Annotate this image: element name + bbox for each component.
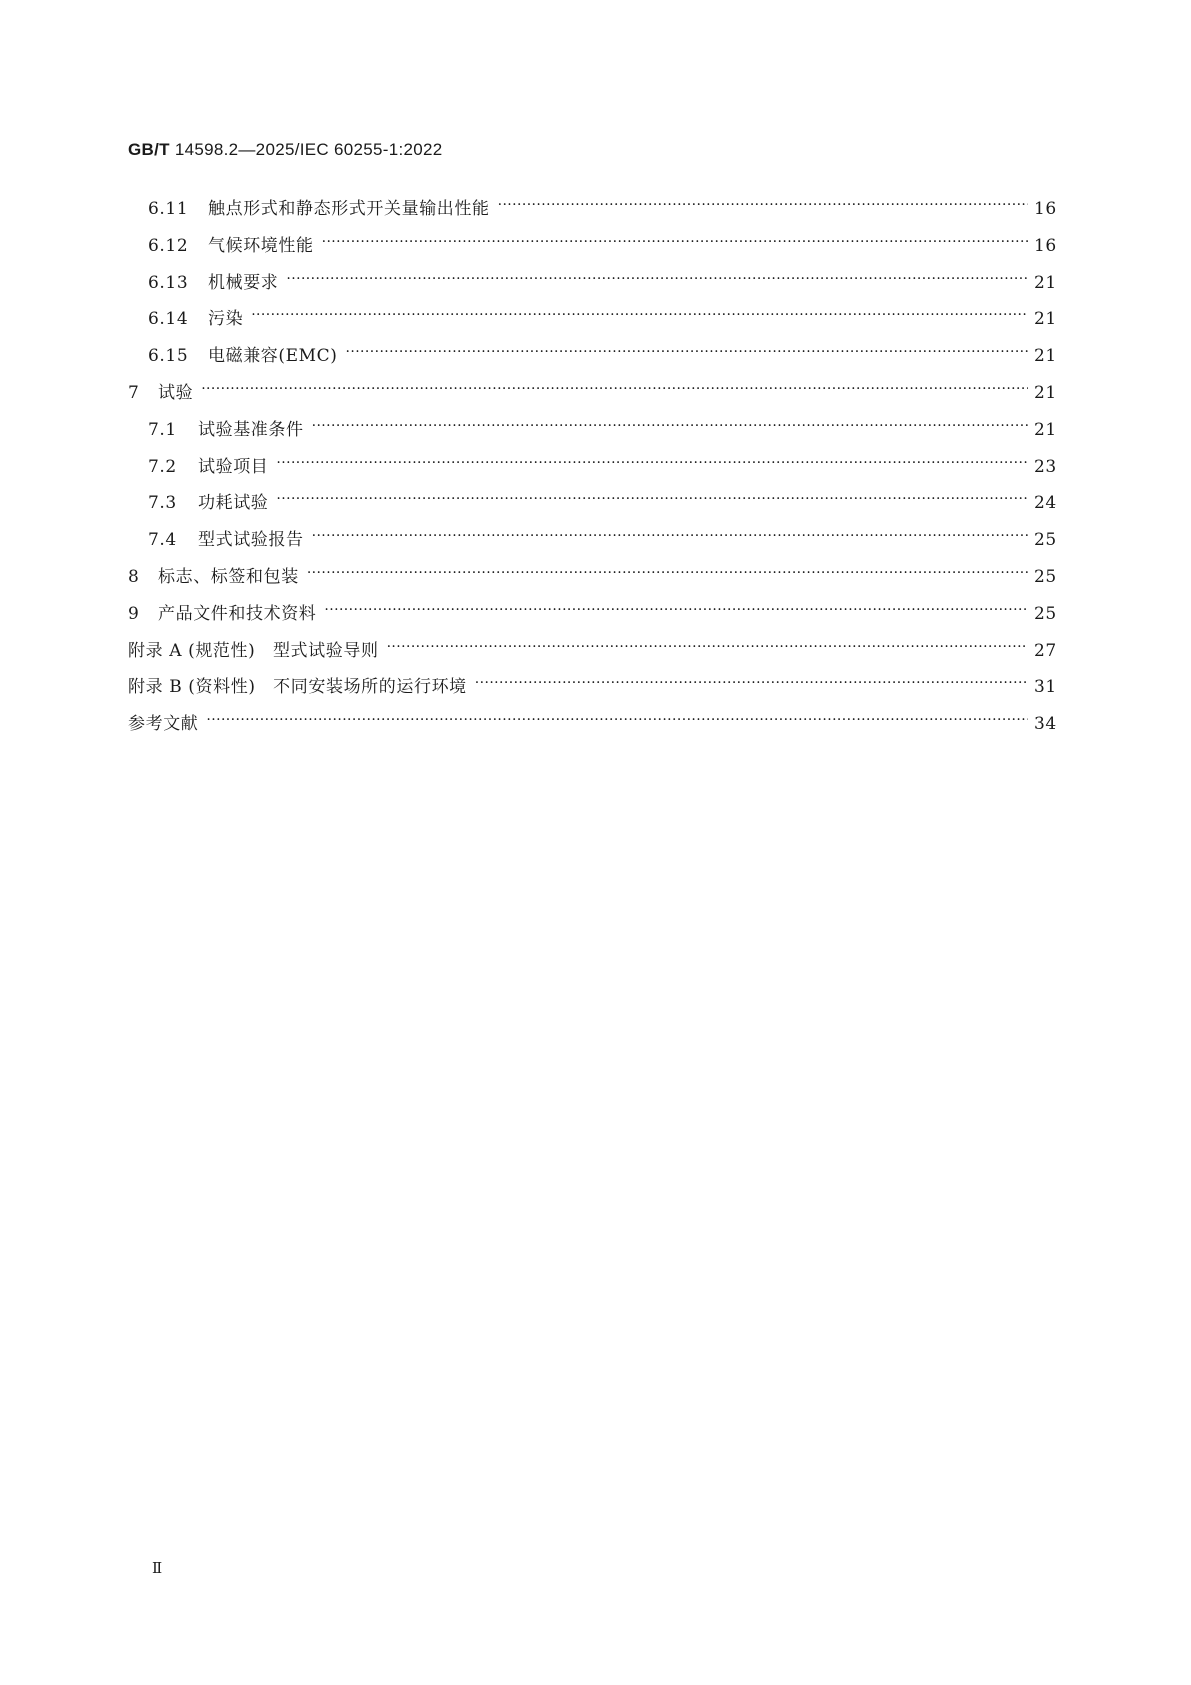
toc-entry-bibliography[interactable] bbox=[128, 709, 1056, 746]
toc-dot-leader bbox=[346, 344, 1029, 361]
toc-entry-page: 21 bbox=[1034, 309, 1057, 330]
toc-entry-title: 污染 bbox=[208, 309, 244, 330]
toc-entry-page: 24 bbox=[1034, 493, 1057, 514]
toc-entry-number: 6.15 bbox=[148, 346, 189, 367]
toc-entry-number: 6.13 bbox=[148, 272, 189, 293]
toc-entry-7-4[interactable] bbox=[128, 525, 1056, 562]
toc-entry-number: 8 bbox=[128, 566, 140, 587]
toc-dot-leader bbox=[324, 602, 1028, 619]
standard-number: 14598.2—2025/IEC 60255-1:2022 bbox=[169, 140, 443, 159]
toc-entry-number: 7.1 bbox=[148, 419, 177, 440]
toc-entry-number: 6.12 bbox=[148, 235, 189, 256]
toc-entry-number: 6.11 bbox=[148, 199, 189, 219]
toc-entry-title: 触点形式和静态形式开关量输出性能 bbox=[208, 199, 490, 219]
toc-entry-title: 附录 B (资料性) 不同安装场所的运行环境 bbox=[128, 677, 467, 698]
toc-entry-title: 产品文件和技术资料 bbox=[158, 603, 317, 624]
toc-entry-number: 7.4 bbox=[148, 530, 177, 551]
toc-dot-leader bbox=[251, 307, 1028, 324]
toc-entry-title: 功耗试验 bbox=[198, 493, 269, 514]
page-header bbox=[128, 140, 443, 160]
toc-entry-page: 27 bbox=[1034, 640, 1057, 661]
toc-entry-page: 21 bbox=[1034, 272, 1057, 293]
toc-dot-leader bbox=[286, 271, 1028, 288]
toc-entry-page: 31 bbox=[1034, 677, 1057, 698]
toc-entry-page: 21 bbox=[1034, 346, 1057, 367]
toc-entry-title: 试验 bbox=[158, 382, 194, 403]
table-of-contents bbox=[128, 194, 1056, 746]
toc-entry-6-15[interactable] bbox=[128, 341, 1056, 378]
toc-dot-leader bbox=[201, 381, 1028, 398]
toc-entry-title: 标志、标签和包装 bbox=[158, 566, 299, 587]
toc-entry-6-14[interactable] bbox=[128, 304, 1056, 341]
toc-entry-7-2[interactable] bbox=[128, 452, 1056, 489]
toc-entry-title: 试验项目 bbox=[198, 456, 269, 477]
toc-entry-number: 9 bbox=[128, 603, 140, 624]
toc-entry-page: 21 bbox=[1034, 419, 1057, 440]
toc-entry-annex-b[interactable] bbox=[128, 672, 1056, 709]
toc-entry-page: 16 bbox=[1034, 235, 1057, 256]
toc-dot-leader bbox=[498, 197, 1028, 214]
toc-entry-page: 21 bbox=[1034, 382, 1057, 403]
toc-entry-number: 7 bbox=[128, 382, 140, 403]
toc-entry-7-1[interactable] bbox=[128, 415, 1056, 452]
toc-dot-leader bbox=[307, 565, 1028, 582]
toc-dot-leader bbox=[276, 491, 1028, 508]
toc-entry-page: 34 bbox=[1034, 714, 1057, 735]
toc-entry-6-13[interactable] bbox=[128, 268, 1056, 305]
toc-dot-leader bbox=[387, 639, 1028, 656]
toc-dot-leader bbox=[206, 712, 1028, 729]
toc-entry-title: 附录 A (规范性) 型式试验导则 bbox=[128, 640, 379, 661]
toc-entry-page: 25 bbox=[1034, 530, 1057, 551]
toc-entry-number: 6.14 bbox=[148, 309, 189, 330]
toc-entry-page: 25 bbox=[1034, 603, 1057, 624]
toc-entry-9[interactable] bbox=[128, 599, 1056, 636]
toc-entry-number: 7.2 bbox=[148, 456, 177, 477]
toc-entry-title: 气候环境性能 bbox=[208, 235, 314, 256]
toc-entry-title: 型式试验报告 bbox=[198, 530, 304, 551]
toc-entry-title: 试验基准条件 bbox=[198, 419, 304, 440]
toc-entry-6-11[interactable] bbox=[128, 194, 1056, 231]
toc-dot-leader bbox=[312, 528, 1028, 545]
toc-entry-annex-a[interactable] bbox=[128, 636, 1056, 673]
toc-entry-title: 机械要求 bbox=[208, 272, 279, 293]
toc-dot-leader bbox=[276, 455, 1028, 472]
toc-entry-7-3[interactable] bbox=[128, 488, 1056, 525]
toc-entry-6-12[interactable] bbox=[128, 231, 1056, 268]
standard-prefix: GB/T bbox=[128, 140, 170, 159]
toc-entry-page: 16 bbox=[1034, 199, 1057, 219]
toc-entry-page: 23 bbox=[1034, 456, 1057, 477]
toc-entry-title: 电磁兼容(EMC) bbox=[208, 346, 338, 367]
toc-dot-leader bbox=[322, 234, 1028, 251]
page-number: Ⅱ bbox=[152, 1559, 163, 1577]
toc-entry-page: 25 bbox=[1034, 566, 1057, 587]
toc-entry-title: 参考文献 bbox=[128, 714, 199, 735]
toc-entry-number: 7.3 bbox=[148, 493, 177, 514]
toc-entry-8[interactable] bbox=[128, 562, 1056, 599]
toc-entry-7[interactable] bbox=[128, 378, 1056, 415]
toc-dot-leader bbox=[312, 418, 1028, 435]
toc-dot-leader bbox=[475, 675, 1028, 692]
